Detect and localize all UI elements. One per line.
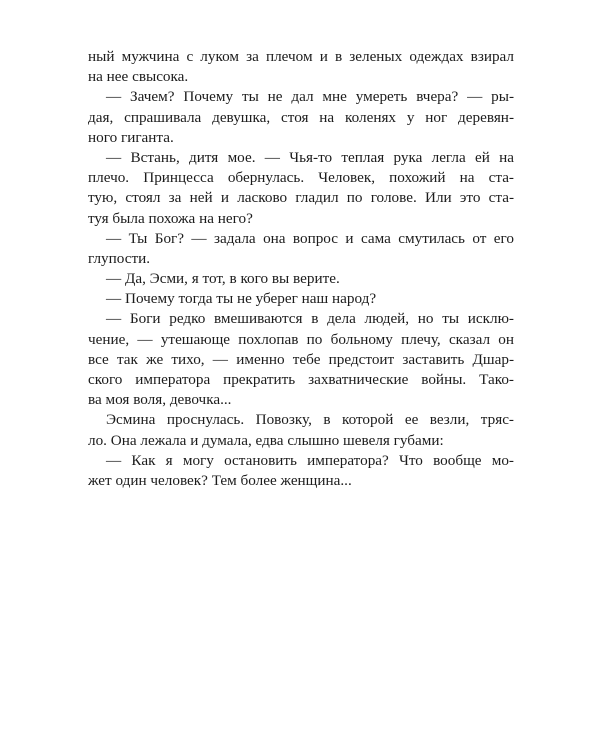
- text-line: ло. Она лежала и думала, едва слышно шевеля губами:: [88, 431, 444, 449]
- text-line: чение, — утешающе похлопав по больному плечу, сказал он: [88, 330, 514, 348]
- text-line: плечо. Принцесса обернулась. Человек, похожий на ста-: [88, 169, 514, 187]
- text-line: — Как я могу остановить императора? Что вообще мо-: [106, 451, 514, 469]
- text-line: — Да, Эсми, я тот, в кого вы верите.: [106, 270, 340, 288]
- text-line: все так же тихо, — именно тебе предстоит заставить Дшар-: [88, 350, 514, 368]
- text-line: — Зачем? Почему ты не дал мне умереть вчера? — ры-: [106, 88, 514, 106]
- text-line: Эсмина проснулась. Повозку, в которой ее везли, тряс-: [106, 411, 514, 429]
- text-line: глупости.: [88, 249, 151, 267]
- text-line: на нее свысока.: [88, 68, 189, 86]
- text-line: ва моя воля, девочка...: [88, 391, 232, 409]
- text-line: ского императора прекратить захватнические войны. Тако-: [88, 371, 514, 388]
- text-line: — Почему тогда ты не уберег наш народ?: [106, 290, 377, 308]
- book-page-text: [88, 47, 514, 491]
- text-line: тую, стоял за ней и ласково гладил по голове. Или это ста-: [88, 189, 514, 207]
- text-line: туя была похожа на него?: [88, 209, 253, 227]
- text-line: ного гиганта.: [88, 128, 174, 146]
- text-line: ный мужчина с луком за плечом и в зеленых одеждах взирал: [88, 48, 514, 65]
- text-line: — Встань, дитя мое. — Чья-то теплая рука легла ей на: [106, 148, 514, 166]
- text-line: жет один человек? Тем более женщина...: [88, 471, 352, 489]
- text-line: — Ты Бог? — задала она вопрос и сама смутилась от его: [106, 229, 514, 247]
- text-line: дая, спрашивала девушка, стоя на коленях у ног деревян-: [88, 108, 514, 126]
- text-line: — Боги редко вмешиваются в дела людей, но ты исклю-: [106, 310, 514, 328]
